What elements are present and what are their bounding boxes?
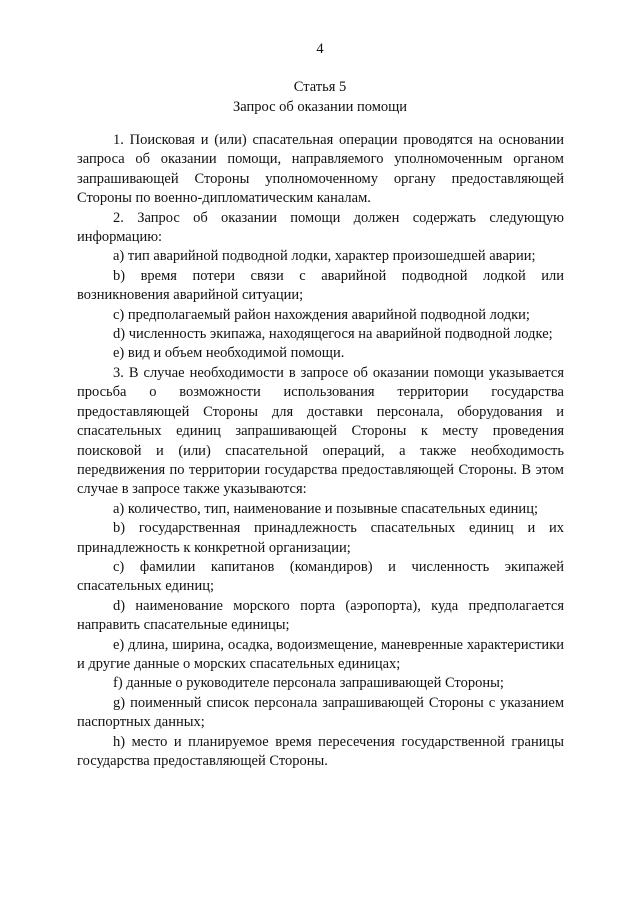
list-item-3f: f) данные о руководителе персонала запрашивающей Стороны;: [113, 675, 504, 692]
article-label: Статья 5: [293, 79, 347, 95]
list-item-2b: b) время потери связи с аварийной подводной лодкой или возникновения аварийной ситуации;: [77, 267, 564, 304]
list-item-3b: b) государственная принадлежность спасательных единиц и их принадлежность к конкретной организации;: [77, 520, 564, 556]
article-heading: [0, 78, 640, 117]
list-item-3d: d) наименование морского порта (аэропорта), куда предполагается направить спасательные единицы;: [77, 597, 564, 634]
list-item-3g: g) поименный список персонала запрашивающей Стороны с указанием паспортных данных;: [77, 694, 564, 731]
article-title: Запрос об оказании помощи: [232, 98, 408, 115]
list-item-2c: c) предполагаемый район нахождения аварийной подводной лодки;: [113, 306, 530, 323]
paragraph-2: 2. Запрос об оказании помощи должен содержать следующую информацию:: [77, 209, 564, 246]
list-item-2e: e) вид и объем необходимой помощи.: [113, 345, 345, 362]
list-item-2a: a) тип аварийной подводной лодки, характер произошедшей аварии;: [113, 248, 536, 265]
page-number: 4: [316, 41, 324, 57]
list-item-3e: e) длина, ширина, осадка, водоизмещение, маневренные характеристики и другие данные о морских спасательных единицах;: [77, 636, 564, 672]
paragraph-1: 1. Поисковая и (или) спасательная операции проводятся на основании запроса об оказании помощи, направляемого уполномоченным органом запрашивающей Стороны уполномоченному органу предоставляющей Стороны по военно-дипломатическим каналам.: [77, 132, 564, 207]
list-item-3a: a) количество, тип, наименование и позывные спасательных единиц;: [113, 500, 538, 517]
document-body: [77, 131, 564, 771]
list-item-3h: h) место и планируемое время пересечения государственной границы государства предоставляющей Стороны.: [77, 733, 564, 769]
list-item-2d: d) численность экипажа, находящегося на аварийной подводной лодке;: [113, 326, 553, 343]
paragraph-3: 3. В случае необходимости в запросе об оказании помощи указывается просьба о возможности использования территории государства предоставляющей Стороны для доставки персонала, оборудования и спасательных единиц запрашивающей Стороны к месту проведения поисковой и (или) спасательной операций, а также необходимость передвижения по территории государства предоставляющей Стороны. В этом случае в запросе также указываются:: [77, 364, 564, 498]
list-item-3c: c) фамилии капитанов (командиров) и численность экипажей спасательных единиц;: [77, 558, 564, 595]
